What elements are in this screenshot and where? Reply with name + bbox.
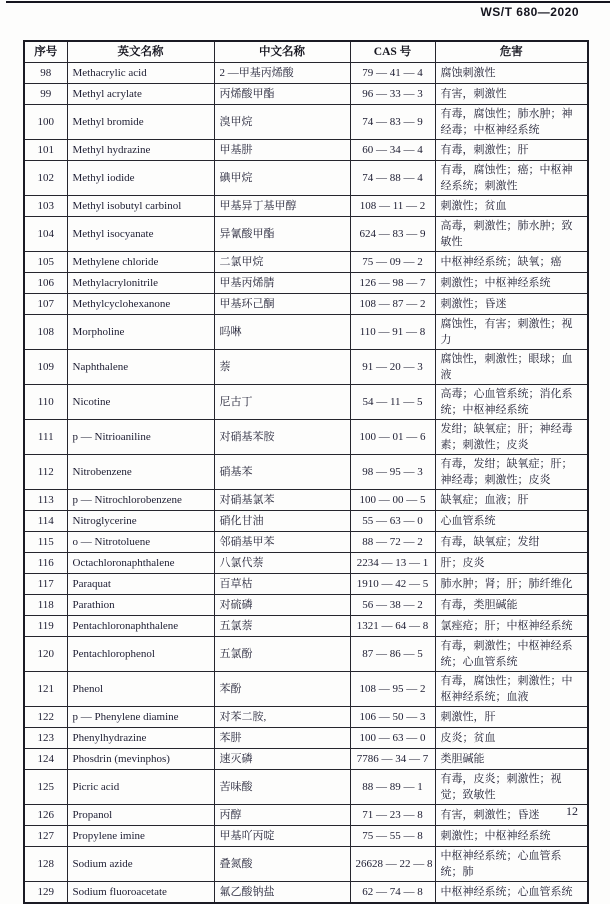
cas-number-cell: 91 — 20 — 3 [350,350,435,385]
row-number-cell: 104 [24,217,67,252]
hazard-cell: 有毒，腐蚀性；刺激性；中枢神经系统；血液 [435,672,588,707]
table-row [24,553,588,574]
table-row [24,847,588,882]
english-name-cell: Morpholine [67,315,214,350]
english-name-cell: Methylacrylonitrile [67,273,214,294]
row-number-cell: 126 [24,805,67,826]
table-row [24,105,588,140]
cas-number-cell: 110 — 91 — 8 [350,315,435,350]
hazard-cell: 腐蚀刺激性 [435,63,588,84]
cas-number-cell: 100 — 01 — 6 [350,420,435,455]
row-number-cell: 106 [24,273,67,294]
chinese-name-cell: 甲基环己酮 [214,294,350,315]
hazard-cell: 心血管系统 [435,511,588,532]
header-no: 序号 [24,41,67,63]
english-name-cell: Methyl hydrazine [67,140,214,161]
chinese-name-cell: 邻硝基甲苯 [214,532,350,553]
cas-number-cell: 98 — 95 — 3 [350,455,435,490]
table-row [24,294,588,315]
cas-number-cell: 87 — 86 — 5 [350,637,435,672]
cas-number-cell: 106 — 50 — 3 [350,707,435,728]
chinese-name-cell: 硝化甘油 [214,511,350,532]
chinese-name-cell: 甲基吖丙啶 [214,826,350,847]
cas-number-cell: 56 — 38 — 2 [350,595,435,616]
hazard-cell: 刺激性；中枢神经系统 [435,273,588,294]
row-number-cell: 113 [24,490,67,511]
english-name-cell: Propylene imine [67,826,214,847]
table-row [24,273,588,294]
hazard-cell: 中枢神经系统；缺氧；癌 [435,252,588,273]
chinese-name-cell: 苦味酸 [214,770,350,805]
table-row [24,140,588,161]
chinese-name-cell: 五氯萘 [214,616,350,637]
cas-number-cell: 54 — 11 — 5 [350,385,435,420]
english-name-cell: Methylene chloride [67,252,214,273]
english-name-cell: Octachloronaphthalene [67,553,214,574]
chinese-name-cell: 萘 [214,350,350,385]
english-name-cell: Phosdrin (mevinphos) [67,749,214,770]
english-name-cell: Methylcyclohexanone [67,294,214,315]
cas-number-cell: 62 — 74 — 8 [350,882,435,904]
table-row [24,637,588,672]
header-en: 英文名称 [67,41,214,63]
english-name-cell: Sodium fluoroacetate [67,882,214,904]
english-name-cell: Propanol [67,805,214,826]
row-number-cell: 98 [24,63,67,84]
table-body [24,63,588,904]
cas-number-cell: 55 — 63 — 0 [350,511,435,532]
english-name-cell: Methyl isobutyl carbinol [67,196,214,217]
table-row [24,350,588,385]
table-row [24,161,588,196]
chinese-name-cell: 碘甲烷 [214,161,350,196]
english-name-cell: Nicotine [67,385,214,420]
hazard-cell: 有毒，缺氧症；发绀 [435,532,588,553]
table-row [24,749,588,770]
hazard-cell: 皮炎；贫血 [435,728,588,749]
header-row [24,41,588,63]
chinese-name-cell: 丙烯酸甲酯 [214,84,350,105]
table-row [24,84,588,105]
table-row [24,315,588,350]
row-number-cell: 107 [24,294,67,315]
chinese-name-cell: 甲基异丁基甲醇 [214,196,350,217]
cas-number-cell: 79 — 41 — 4 [350,63,435,84]
chinese-name-cell: 对硝基苯胺 [214,420,350,455]
row-number-cell: 100 [24,105,67,140]
english-name-cell: Methyl isocyanate [67,217,214,252]
hazard-cell: 有毒，刺激性；肝 [435,140,588,161]
table-row [24,532,588,553]
english-name-cell: p — Nitrochlorobenzene [67,490,214,511]
cas-number-cell: 1910 — 42 — 5 [350,574,435,595]
chinese-name-cell: 2 —甲基丙烯酸 [214,63,350,84]
english-name-cell: Phenol [67,672,214,707]
chemical-table [23,40,589,904]
row-number-cell: 118 [24,595,67,616]
header-zh: 中文名称 [214,41,350,63]
english-name-cell: Naphthalene [67,350,214,385]
row-number-cell: 99 [24,84,67,105]
cas-number-cell: 75 — 55 — 8 [350,826,435,847]
hazard-cell: 有毒，刺激性；中枢神经系统；心血管系统 [435,637,588,672]
cas-number-cell: 108 — 11 — 2 [350,196,435,217]
table-row [24,672,588,707]
english-name-cell: Sodium azide [67,847,214,882]
table-row [24,707,588,728]
hazard-cell: 氯痤疮；肝；中枢神经系统 [435,616,588,637]
cas-number-cell: 71 — 23 — 8 [350,805,435,826]
chinese-name-cell: 叠氮酸 [214,847,350,882]
chinese-name-cell: 百草枯 [214,574,350,595]
cas-number-cell: 108 — 87 — 2 [350,294,435,315]
english-name-cell: Nitrobenzene [67,455,214,490]
chinese-name-cell: 苯酚 [214,672,350,707]
page-number: 12 [566,804,578,818]
chinese-name-cell: 对硫磷 [214,595,350,616]
cas-number-cell: 126 — 98 — 7 [350,273,435,294]
hazard-cell: 有毒，类胆碱能 [435,595,588,616]
cas-number-cell: 75 — 09 — 2 [350,252,435,273]
english-name-cell: Methyl acrylate [67,84,214,105]
english-name-cell: p — Phenylene diamine [67,707,214,728]
chinese-name-cell: 苯肼 [214,728,350,749]
hazard-cell: 有毒，腐蚀性；肺水肿；神经毒；中枢神经系统 [435,105,588,140]
row-number-cell: 123 [24,728,67,749]
hazard-cell: 发绀；缺氧症；肝；神经毒素；刺激性；皮炎 [435,420,588,455]
cas-number-cell: 60 — 34 — 4 [350,140,435,161]
row-number-cell: 108 [24,315,67,350]
row-number-cell: 111 [24,420,67,455]
chinese-name-cell: 二氯甲烷 [214,252,350,273]
hazard-cell: 中枢神经系统；心血管系统；肺 [435,847,588,882]
row-number-cell: 102 [24,161,67,196]
table-row [24,385,588,420]
chinese-name-cell: 甲基丙烯腈 [214,273,350,294]
row-number-cell: 116 [24,553,67,574]
row-number-cell: 124 [24,749,67,770]
english-name-cell: o — Nitrotoluene [67,532,214,553]
cas-number-cell: 100 — 00 — 5 [350,490,435,511]
table-row [24,616,588,637]
hazard-cell: 肝；皮炎 [435,553,588,574]
table-row [24,63,588,84]
hazard-cell: 有毒，发绀；缺氧症；肝；神经毒；刺激性；皮炎 [435,455,588,490]
hazard-cell: 刺激性；中枢神经系统 [435,826,588,847]
table-row [24,728,588,749]
cas-number-cell: 74 — 88 — 4 [350,161,435,196]
table-row [24,511,588,532]
chinese-name-cell: 尼古丁 [214,385,350,420]
english-name-cell: Methacrylic acid [67,63,214,84]
row-number-cell: 105 [24,252,67,273]
hazard-cell: 肺水肿；肾；肝；肺纤维化 [435,574,588,595]
row-number-cell: 129 [24,882,67,904]
english-name-cell: p — Nitrioaniline [67,420,214,455]
cas-number-cell: 624 — 83 — 9 [350,217,435,252]
row-number-cell: 128 [24,847,67,882]
table-row [24,252,588,273]
table-row [24,420,588,455]
row-number-cell: 114 [24,511,67,532]
cas-number-cell: 26628 — 22 — 8 [350,847,435,882]
row-number-cell: 103 [24,196,67,217]
row-number-cell: 127 [24,826,67,847]
hazard-cell: 腐蚀性，刺激性；眼球；血液 [435,350,588,385]
english-name-cell: Pentachloronaphthalene [67,616,214,637]
table-row [24,882,588,904]
row-number-cell: 122 [24,707,67,728]
table-row [24,770,588,805]
row-number-cell: 125 [24,770,67,805]
chinese-name-cell: 八氯代萘 [214,553,350,574]
chinese-name-cell: 吗啉 [214,315,350,350]
table-row [24,490,588,511]
chinese-name-cell: 对硝基氯苯 [214,490,350,511]
header-cas: CAS 号 [350,41,435,63]
row-number-cell: 110 [24,385,67,420]
chinese-name-cell: 五氯酚 [214,637,350,672]
document-code: WS/T 680—2020 [480,5,579,19]
hazard-cell: 腐蚀性，有害；刺激性；视力 [435,315,588,350]
row-number-cell: 121 [24,672,67,707]
hazard-cell: 类胆碱能 [435,749,588,770]
table-row [24,455,588,490]
english-name-cell: Picric acid [67,770,214,805]
hazard-cell: 缺氧症；血液；肝 [435,490,588,511]
chinese-name-cell: 溴甲烷 [214,105,350,140]
table-row [24,805,588,826]
table-header [24,41,588,63]
hazard-cell: 有毒，腐蚀性；癌；中枢神经系统；刺激性 [435,161,588,196]
cas-number-cell: 96 — 33 — 3 [350,84,435,105]
table-row [24,574,588,595]
hazard-cell: 高毒；心血管系统；消化系统；中枢神经系统 [435,385,588,420]
chinese-name-cell: 丙醇 [214,805,350,826]
cas-number-cell: 74 — 83 — 9 [350,105,435,140]
hazard-cell: 有害，刺激性；昏迷 [435,805,588,826]
page-top-rule [6,1,610,3]
cas-number-cell: 88 — 89 — 1 [350,770,435,805]
chinese-name-cell: 硝基苯 [214,455,350,490]
cas-number-cell: 7786 — 34 — 7 [350,749,435,770]
chinese-name-cell: 氟乙酸钠盐 [214,882,350,904]
cas-number-cell: 108 — 95 — 2 [350,672,435,707]
cas-number-cell: 100 — 63 — 0 [350,728,435,749]
english-name-cell: Phenylhydrazine [67,728,214,749]
chinese-name-cell: 甲基肼 [214,140,350,161]
table-row [24,217,588,252]
hazard-cell: 有毒，皮炎；刺激性；视觉；致敏性 [435,770,588,805]
row-number-cell: 115 [24,532,67,553]
row-number-cell: 117 [24,574,67,595]
row-number-cell: 109 [24,350,67,385]
row-number-cell: 112 [24,455,67,490]
row-number-cell: 120 [24,637,67,672]
cas-number-cell: 2234 — 13 — 1 [350,553,435,574]
table-row [24,826,588,847]
english-name-cell: Paraquat [67,574,214,595]
hazard-cell: 有害，刺激性 [435,84,588,105]
row-number-cell: 101 [24,140,67,161]
chinese-name-cell: 速灭磷 [214,749,350,770]
english-name-cell: Methyl iodide [67,161,214,196]
header-hazard: 危害 [435,41,588,63]
english-name-cell: Pentachlorophenol [67,637,214,672]
hazard-cell: 刺激性；贫血 [435,196,588,217]
hazard-cell: 刺激性；昏迷 [435,294,588,315]
english-name-cell: Methyl bromide [67,105,214,140]
chinese-name-cell: 对苯二胺, [214,707,350,728]
hazard-cell: 刺激性，肝 [435,707,588,728]
row-number-cell: 119 [24,616,67,637]
cas-number-cell: 1321 — 64 — 8 [350,616,435,637]
cas-number-cell: 88 — 72 — 2 [350,532,435,553]
english-name-cell: Nitroglycerine [67,511,214,532]
chinese-name-cell: 异氰酸甲酯 [214,217,350,252]
hazard-cell: 中枢神经系统；心血管系统 [435,882,588,904]
english-name-cell: Parathion [67,595,214,616]
hazard-cell: 高毒，刺激性；肺水肿；致敏性 [435,217,588,252]
table-row [24,196,588,217]
table-row [24,595,588,616]
